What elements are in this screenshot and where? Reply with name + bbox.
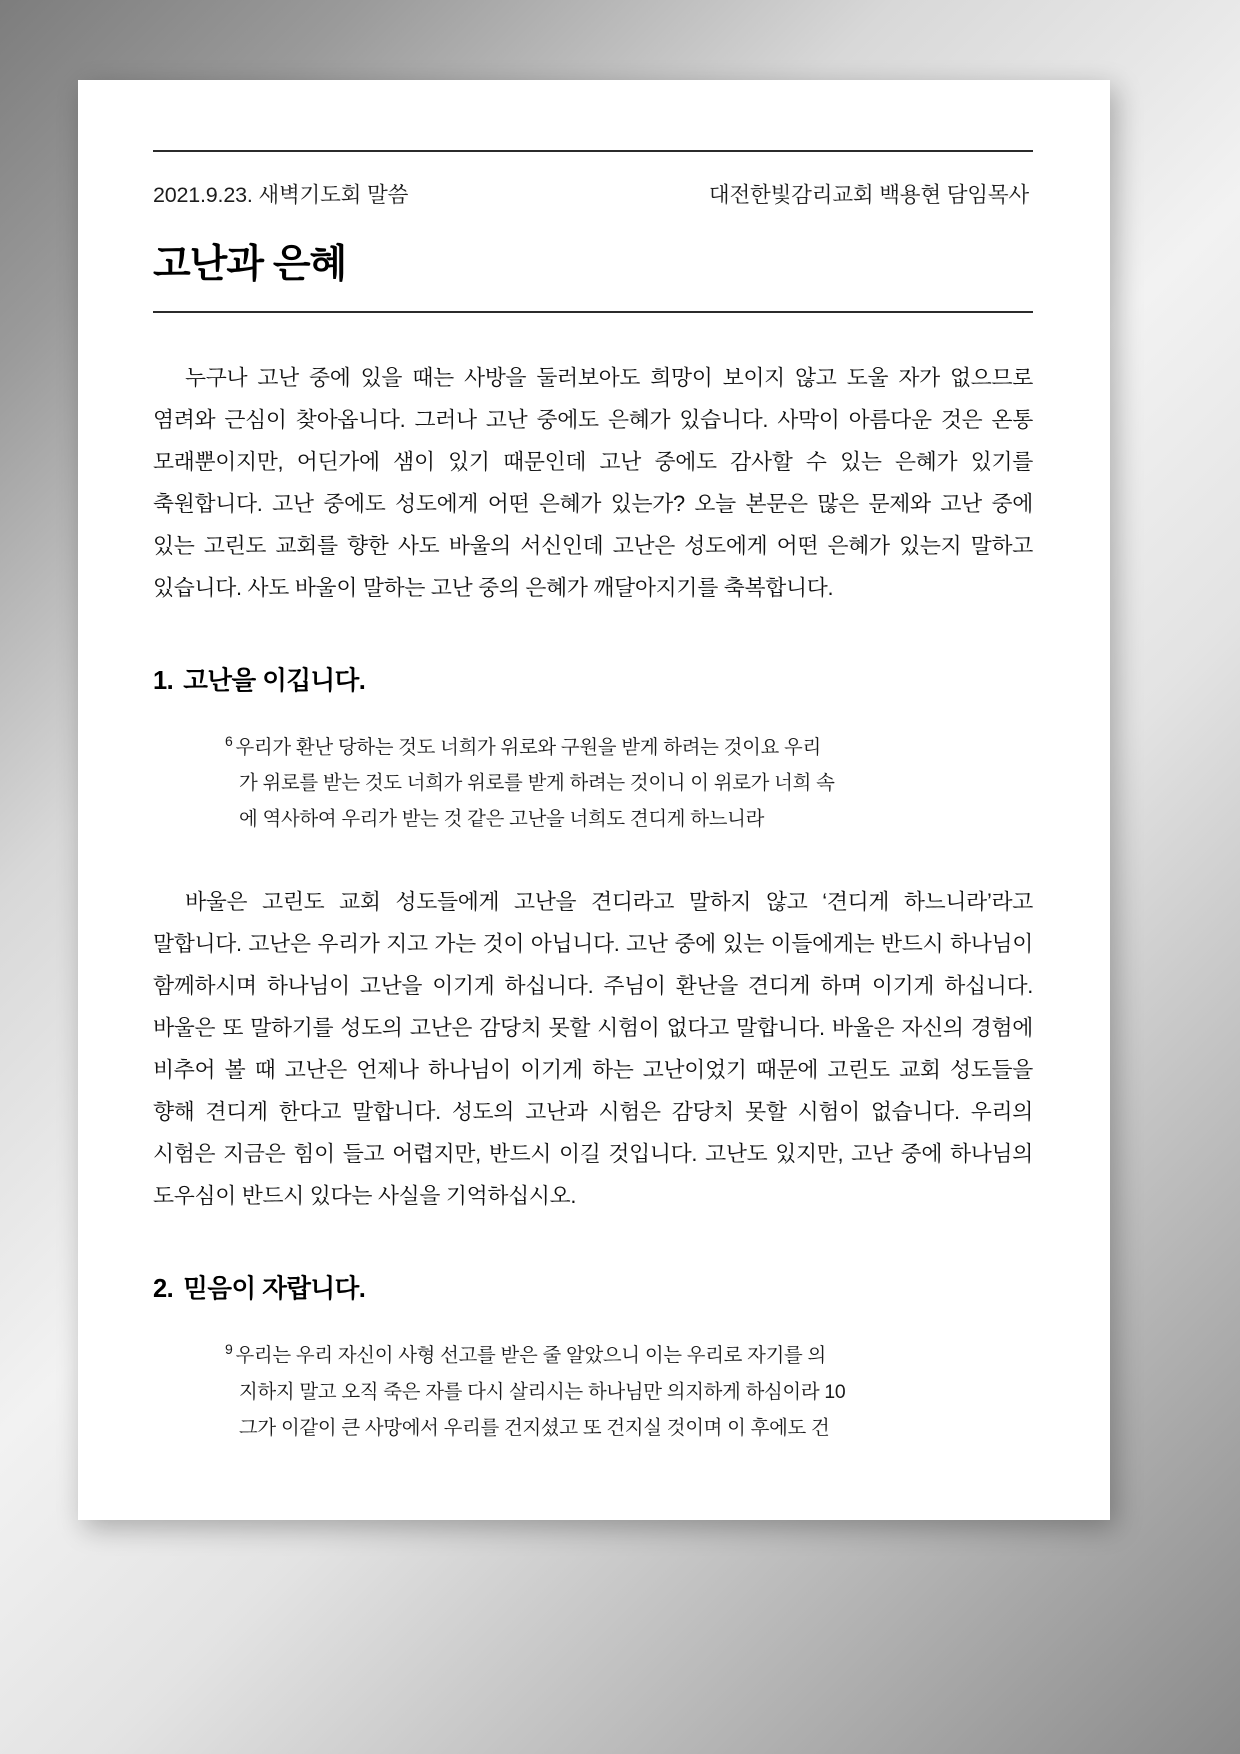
section-number-2: 2. [153, 1275, 174, 1304]
section-title-2: 믿음이 자랍니다. [183, 1275, 366, 1304]
header-top-rule [153, 150, 1033, 152]
page-title: 고난과 은혜 [153, 243, 347, 286]
document-page [78, 80, 1110, 1520]
quote-line: 우리가 환난 당하는 것도 너희가 위로와 구원을 받게 하려는 것이요 우리 [235, 736, 821, 759]
scripture-quote-2 [225, 1331, 1023, 1445]
sermon-date-label: 2021.9.23. 새벽기도회 말씀 [153, 183, 409, 207]
quote-line: 에 역사하여 우리가 받는 것 같은 고난을 너희도 견디게 하느니라 [239, 808, 765, 831]
section-title-1: 고난을 이깁니다. [183, 667, 366, 695]
verse-number-2: 9 [225, 1341, 233, 1358]
quote-line: 지하지 말고 오직 죽은 자를 다시 살리시는 하나님만 의지하게 하심이라 10 [239, 1380, 846, 1403]
section-heading-1 [153, 661, 1033, 697]
intro-paragraph: 누구나 고난 중에 있을 때는 사방을 둘러보아도 희망이 보이지 않고 도울 자가 없으므로 염려와 근심이 찾아옵니다. 그러나 고난 중에도 은혜가 있습니다. 사막이 아름다운 것은 온통 모래뿐이지만, 어딘가에 샘이 있기 때문인데 고난 중에도 감사할 수 있는 은혜가 있기를 축원합니다. 고난 중에도 성도에게 어떤 은혜가 있는가? 오늘 본문은 많은 문제와 고난 중에 있는 고린도 교회를 향한 사도 바울의 서신인데 고난은 성도에게 어떤 은혜가 있는지 말하고 있습니다. 사도 바울이 말하는 고난 중의 은혜가 깨달아지기를 축복합니다. [153, 365, 1033, 600]
church-pastor-label: 대전한빛감리교회 백용현 담임목사 [708, 183, 1029, 207]
section-paragraph-1: 바울은 고린도 교회 성도들에게 고난을 견디라고 말하지 않고 ‘견디게 하느니라’라고 말합니다. 고난은 우리가 지고 가는 것이 아닙니다. 고난 중에 있는 이들에게는 반드시 하나님이 함께하시며 하나님이 고난을 이기게 하십니다. 주님이 환난을 견디게 하며 이기게 하십니다. 바울은 또 말하기를 성도의 고난은 감당치 못할 시험이 없다고 말합니다. 바울은 자신의 경험에 비추어 볼 때 고난은 언제나 하나님이 이기게 하는 고난이었기 때문에 고린도 교회 성도들을 향해 견디게 한다고 말합니다. 성도의 고난과 시험은 감당치 못할 시험이 없습니다. 우리의 시험은 지금은 힘이 들고 어렵지만, 반드시 이길 것입니다. 고난도 있지만, 고난 중에 하나님의 도우심이 반드시 있다는 사실을 기억하십시오. [153, 889, 1033, 1209]
header-bottom-rule [153, 311, 1033, 313]
section-heading-2 [153, 1269, 1033, 1305]
verse-number-1: 6 [225, 733, 233, 749]
document-content [153, 150, 1033, 1446]
scripture-quote-1 [225, 723, 1023, 837]
quote-line: 그가 이같이 큰 사망에서 우리를 건지셨고 또 건지실 것이며 이 후에도 건 [239, 1416, 830, 1439]
quote-line: 우리는 우리 자신이 사형 선고를 받은 줄 알았으니 이는 우리로 자기를 의 [235, 1344, 826, 1367]
quote-line: 가 위로를 받는 것도 너희가 위로를 받게 하려는 것이니 이 위로가 너희 속 [239, 772, 835, 795]
document-meta-row [153, 178, 1033, 209]
section-number-1: 1. [153, 667, 174, 695]
